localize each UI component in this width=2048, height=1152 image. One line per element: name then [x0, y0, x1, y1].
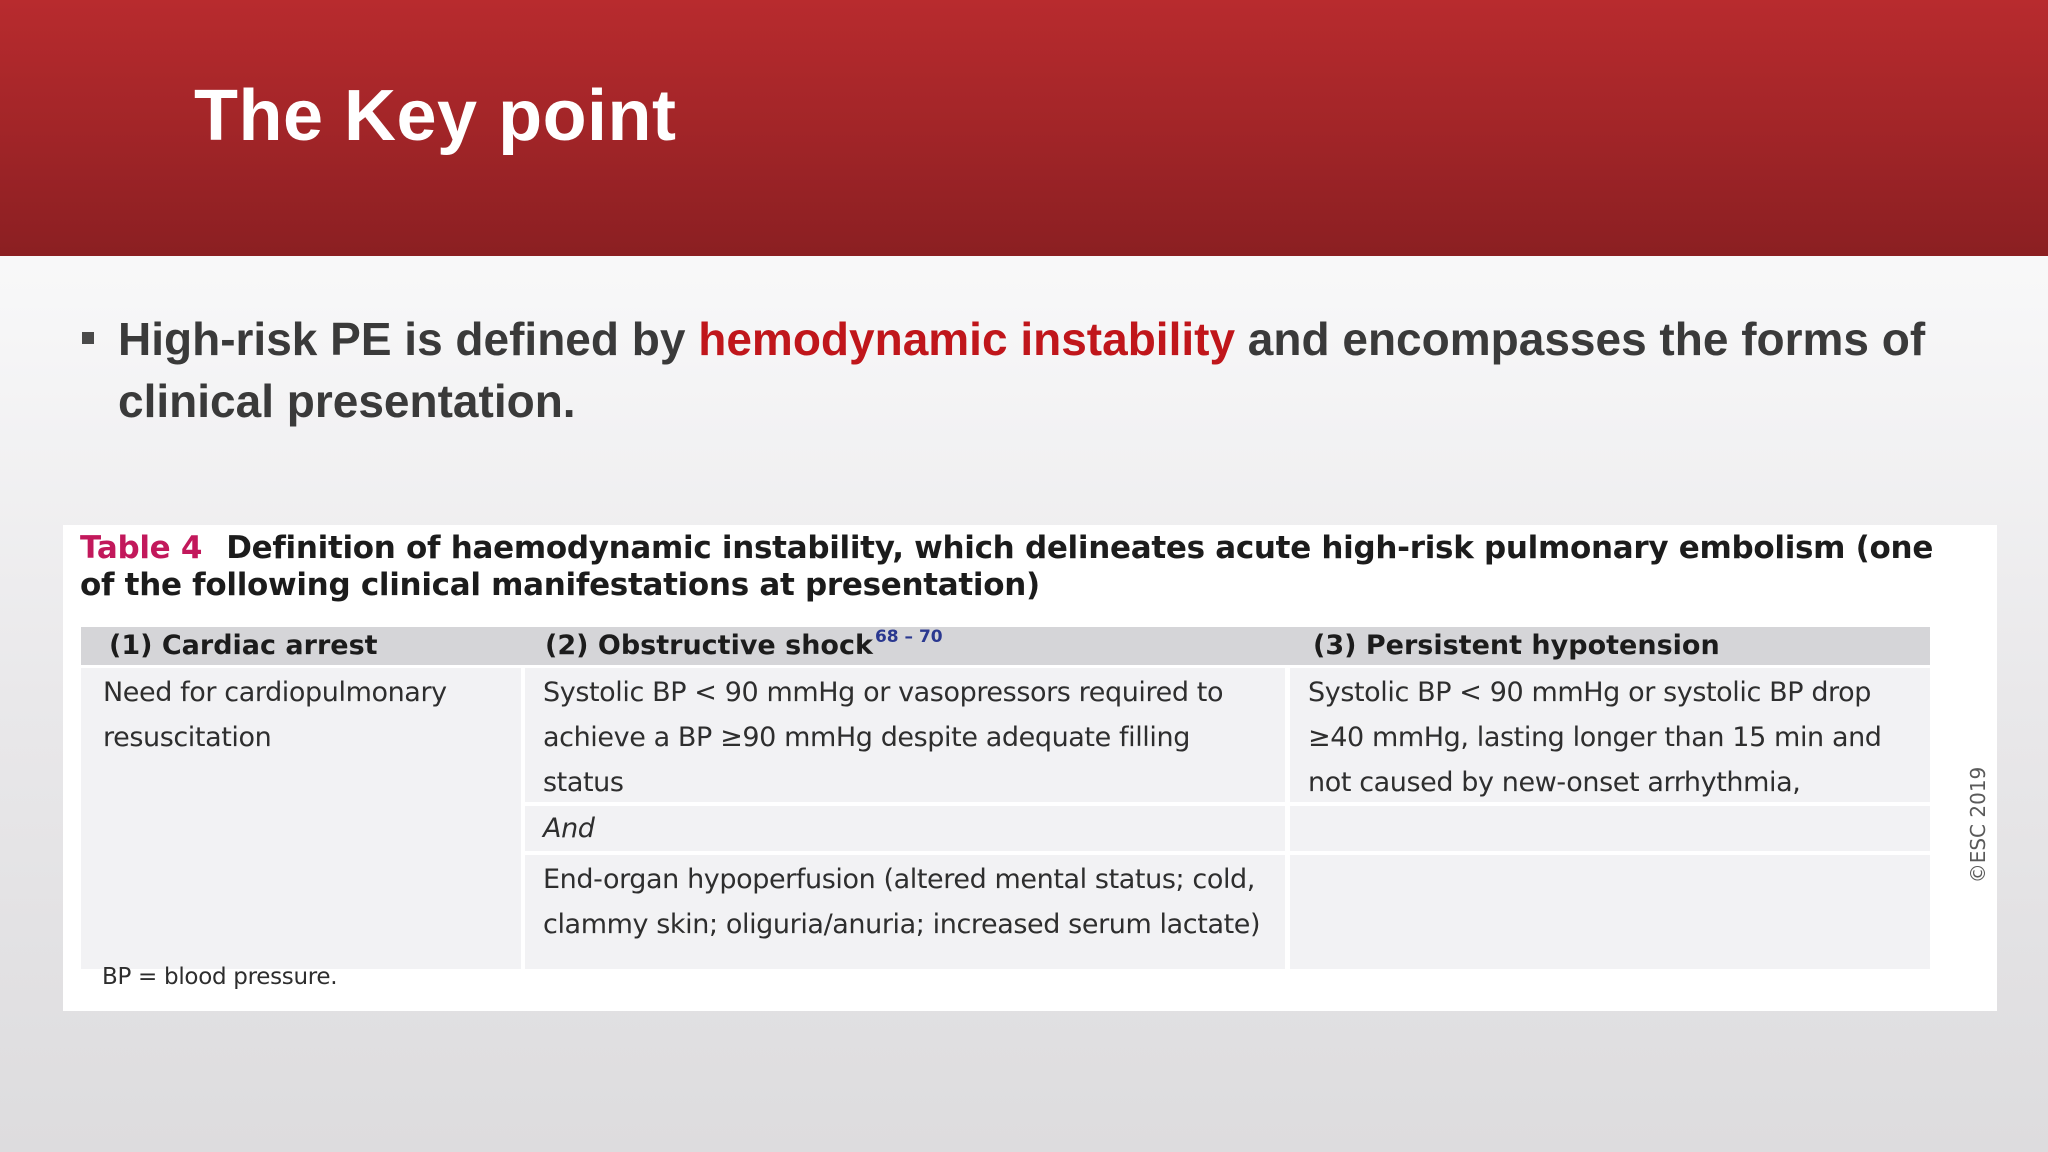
- cell-obstructive-shock-connector: And: [525, 806, 1285, 851]
- reference-superscript: 68 – 70: [874, 627, 943, 647]
- table-caption-text: Definition of haemodynamic instability, which delineates acute high-risk pulmonary embolism (one of the following clinical manifestations at presentation): [80, 530, 1934, 603]
- column-header-cardiac-arrest: (1) Cardiac arrest: [109, 630, 378, 661]
- cell-empty: [1290, 806, 1930, 851]
- column-title: (2) Obstructive shock: [545, 630, 873, 661]
- cell-obstructive-shock-criterion-2: End-organ hypoperfusion (altered mental status; cold, clammy skin; oliguria/anuria; increased serum lactate): [525, 855, 1285, 969]
- cell-empty: [1290, 855, 1930, 969]
- cell-persistent-hypotension: Systolic BP < 90 mmHg or systolic BP drop ≥40 mmHg, lasting longer than 15 min and not caused by new-onset arrhythmia,: [1290, 668, 1930, 802]
- column-header-obstructive-shock: [525, 627, 1285, 665]
- bullet-text-before: High-risk PE is defined by: [118, 313, 699, 365]
- bullet-text: [118, 308, 1962, 432]
- slide-header: [0, 0, 2048, 256]
- table-footnote: BP = blood pressure.: [102, 964, 338, 990]
- table-number: Table 4: [80, 530, 203, 566]
- bullet-text-after: and encompasses the forms of clinical presentation.: [118, 313, 1926, 427]
- copyright-notice: ©ESC 2019: [1966, 766, 1990, 884]
- bullet-marker-icon: [82, 332, 94, 344]
- column-header-persistent-hypotension: (3) Persistent hypotension: [1313, 630, 1720, 661]
- bullet-point: [82, 308, 1962, 432]
- slide-title: The Key point: [194, 76, 677, 156]
- table-caption: [80, 530, 1960, 604]
- cell-cardiac-arrest: Need for cardiopulmonary resuscitation: [81, 668, 521, 969]
- cell-obstructive-shock-criterion-1: Systolic BP < 90 mmHg or vasopressors required to achieve a BP ≥90 mmHg despite adequate filling status: [525, 668, 1285, 802]
- table-panel: [63, 525, 1997, 1011]
- bullet-highlight: hemodynamic instability: [698, 313, 1236, 365]
